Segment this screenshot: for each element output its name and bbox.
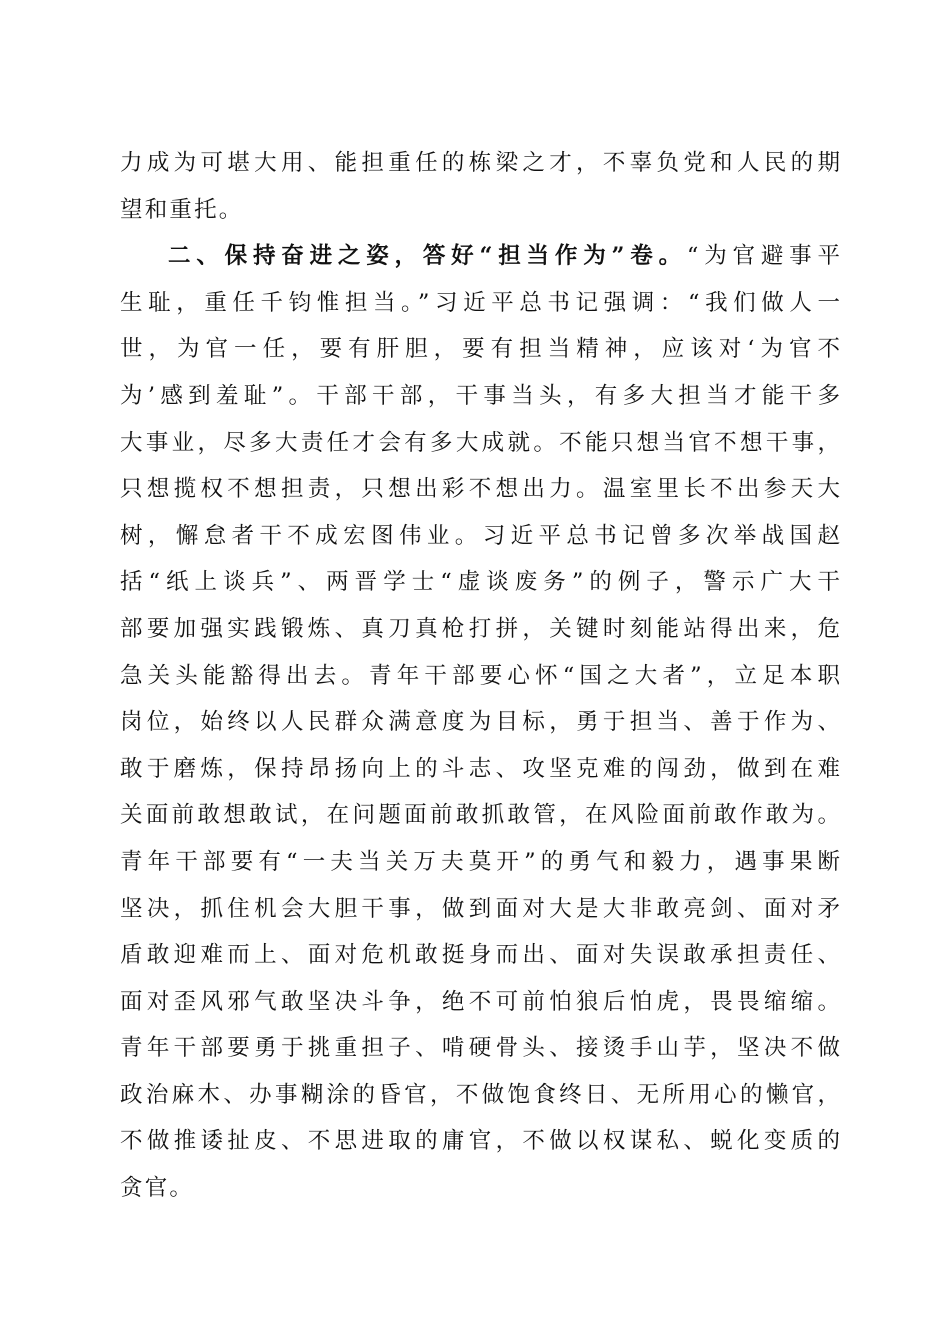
text-line: 生耻，重任千钧惟担当。”习近平总书记强调：“我们做人一 (120, 289, 840, 316)
text-line: 部要加强实践锻炼、真刀真枪打拼，关键时刻能站得出来，危 (120, 615, 840, 642)
text-line: 敢于磨炼，保持昂扬向上的斗志、攻坚克难的闯劲，做到在难 (120, 755, 840, 782)
text-line: 急关头能豁得出去。青年干部要心怀“国之大者”，立足本职 (120, 662, 840, 689)
text-line: 为’感到羞耻”。干部干部，干事当头，有多大担当才能干多 (120, 382, 840, 409)
text-line: 坚决，抓住机会大胆干事，做到面对大是大非敢亮剑、面对矛 (120, 895, 840, 922)
text-line: 世，为官一任，要有肝胆，要有担当精神，应该对‘为官不 (120, 336, 840, 363)
section-heading: 二、保持奋进之姿，答好“担当作为”卷。 (168, 243, 687, 270)
heading-line-text: “为官避事平 (686, 243, 840, 270)
text-line: 大事业，尽多大责任才会有多大成就。不能只想当官不想干事， (120, 429, 840, 456)
text-line: 青年干部要勇于挑重担子、啃硬骨头、接烫手山芋，坚决不做 (120, 1035, 840, 1062)
text-line: 树，懈怠者干不成宏图伟业。习近平总书记曾多次举战国赵 (120, 522, 840, 549)
text-line: 盾敢迎难而上、面对危机敢挺身而出、面对失误敢承担责任、 (120, 942, 840, 969)
text-line: 贪官。 (120, 1175, 195, 1202)
text-line: 力成为可堪大用、能担重任的栋梁之才，不辜负党和人民的期 (120, 150, 840, 176)
text-line: 只想揽权不想担责，只想出彩不想出力。温室里长不出参天大 (120, 476, 840, 503)
text-line: 青年干部要有“一夫当关万夫莫开”的勇气和毅力，遇事果断 (120, 848, 840, 875)
text-line: 不做推诿扯皮、不思进取的庸官，不做以权谋私、蜕化变质的 (120, 1128, 840, 1155)
text-line: 面对歪风邪气敢坚决斗争，绝不可前怕狼后怕虎，畏畏缩缩。 (120, 988, 840, 1015)
section-heading-line (120, 233, 840, 280)
body-text (120, 140, 840, 1212)
text-line: 岗位，始终以人民群众满意度为目标，勇于担当、善于作为、 (120, 709, 840, 736)
text-line: 望和重托。 (120, 196, 244, 223)
text-line: 括“纸上谈兵”、两晋学士“虚谈废务”的例子，警示广大干 (120, 569, 840, 596)
text-line: 政治麻木、办事糊涂的昏官，不做饱食终日、无所用心的懒官， (120, 1081, 840, 1108)
text-line: 关面前敢想敢试，在问题面前敢抓敢管，在风险面前敢作敢为。 (120, 802, 840, 829)
